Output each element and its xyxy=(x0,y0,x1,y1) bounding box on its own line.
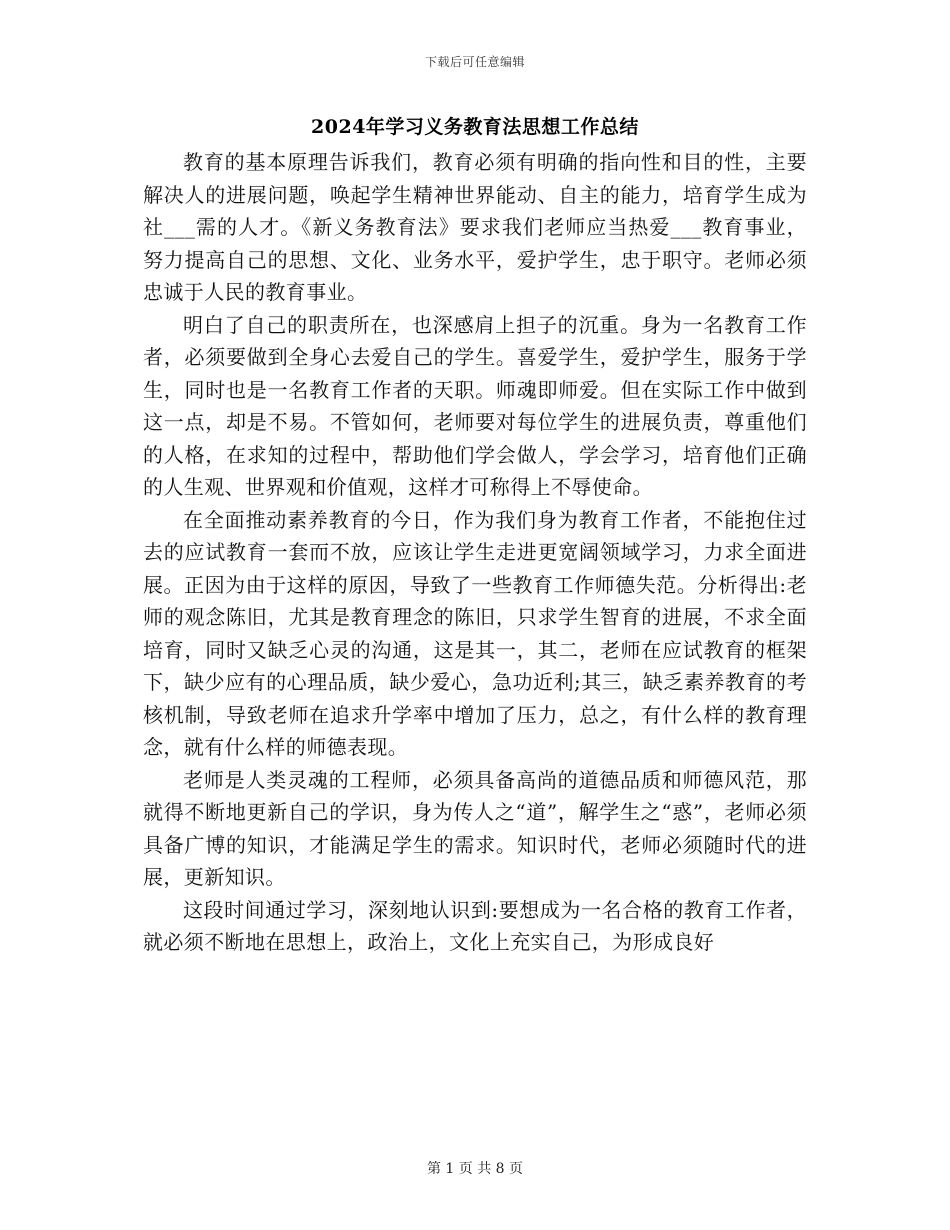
page-header-note: 下载后可任意编辑 xyxy=(424,55,525,69)
paragraph: 这段时间通过学习，深刻地认识到:要想成为一名合格的教育工作者，就必须不断地在思想上，政治上，文化上充实自己，为形成良好 xyxy=(143,897,807,954)
paragraph: 教育的基本原理告诉我们，教育必须有明确的指向性和目的性，主要解决人的进展问题，唤起学生精神世界能动、自主的能力，培育学生成为社___需的人才。《新义务教育法》要求我们老师应当热爱___教育事业，努力提高自己的思想、文化、业务水平，爱护学生，忠于职守。老师必须忠诚于人民的教育事业。 xyxy=(143,150,807,304)
paragraph: 在全面推动素养教育的今日，作为我们身为教育工作者，不能抱住过去的应试教育一套而不放，应该让学生走进更宽阔领域学习，力求全面进展。正因为由于这样的原因，导致了一些教育工作师德失范。分析得出:老师的观念陈旧，尤其是教育理念的陈旧，只求学生智育的进展，不求全面培育，同时又缺乏心灵的沟通，这是其一，其二，老师在应试教育的框架下，缺少应有的心理品质，缺少爱心，急功近利;其三，缺乏素养教育的考核机制，导致老师在追求升学率中增加了压力，总之，有什么样的教育理念，就有什么样的师德表现。 xyxy=(143,507,807,759)
paragraph: 老师是人类灵魂的工程师，必须具备高尚的道德品质和师德风范，那就得不断地更新自己的学识，身为传人之“道”，解学生之“惑”，老师必须具备广博的知识，才能满足学生的需求。知识时代，老师必须随时代的进展，更新知识。 xyxy=(143,767,807,889)
page-number: 第 1 页 共 8 页 xyxy=(426,1161,524,1177)
document-title: 2024年学习义务教育法思想工作总结 xyxy=(311,116,639,138)
paragraph: 明白了自己的职责所在，也深感肩上担子的沉重。身为一名教育工作者，必须要做到全身心去爱自己的学生。喜爱学生，爱护学生，服务于学生，同时也是一名教育工作者的天职。师魂即师爱。但在实际工作中做到这一点，却是不易。不管如何，老师要对每位学生的进展负责，尊重他们的人格，在求知的过程中，帮助他们学会做人，学会学习，培育他们正确的人生观、世界观和价值观，这样才可称得上不辱使命。 xyxy=(143,312,807,499)
document-body xyxy=(143,146,807,959)
